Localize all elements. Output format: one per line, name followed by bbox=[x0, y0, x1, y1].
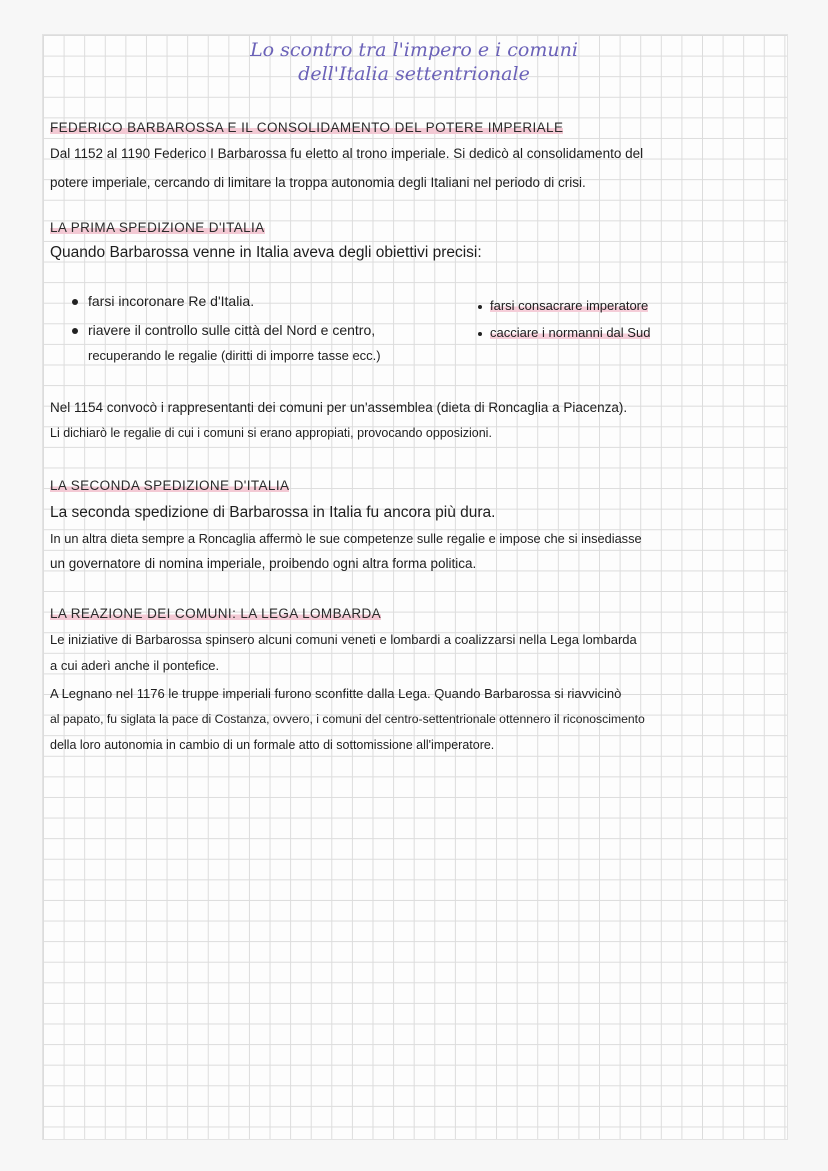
text-line: La seconda spedizione di Barbarossa in Italia fu ancora più dura. bbox=[50, 504, 496, 521]
bullet-dot-icon bbox=[478, 332, 482, 336]
bullet-item: cacciare i normanni dal Sud bbox=[478, 325, 650, 340]
section-heading-prima-spedizione: LA PRIMA SPEDIZIONE D'ITALIA bbox=[50, 220, 265, 235]
text-line: Nel 1154 convocò i rappresentanti dei comuni per un'assemblea (dieta di Roncaglia a Piacenza). bbox=[50, 400, 628, 415]
text-line: potere imperiale, cercando di limitare la troppa autonomia degli Italiani nel periodo di crisi. bbox=[50, 175, 586, 190]
text-line: Dal 1152 al 1190 Federico I Barbarossa fu eletto al trono imperiale. Si dedicò al consolidamento del bbox=[50, 146, 644, 161]
text-line: Le iniziative di Barbarossa spinsero alcuni comuni veneti e lombardi a coalizzarsi nella Lega lombarda bbox=[50, 632, 637, 647]
intro-line: Quando Barbarossa venne in Italia aveva degli obiettivi precisi: bbox=[50, 244, 482, 261]
text-line: un governatore di nomina imperiale, proibendo ogni altra forma politica. bbox=[50, 556, 477, 571]
text-line: a cui aderì anche il pontefice. bbox=[50, 658, 220, 673]
bullet-dot-icon bbox=[478, 305, 482, 309]
text-line: Li dichiarò le regalie di cui i comuni si erano appropiati, provocando opposizioni. bbox=[50, 426, 492, 440]
bullet-item: farsi incoronare Re d'Italia. bbox=[72, 293, 254, 309]
section-heading-federico: FEDERICO BARBAROSSA E IL CONSOLIDAMENTO DEL POTERE IMPERIALE bbox=[50, 120, 564, 135]
bullet-item: riavere il controllo sulle città del Nord e centro, bbox=[72, 322, 375, 338]
bullet-item: farsi consacrare imperatore bbox=[478, 298, 648, 313]
text-line: della loro autonomia in cambio di un formale atto di sottomissione all'imperatore. bbox=[50, 738, 495, 752]
grid-paper bbox=[42, 34, 788, 1140]
page-title-line2: dell'Italia settentrionale bbox=[298, 63, 530, 85]
section-heading-reazione-comuni: LA REAZIONE DEI COMUNI: LA LEGA LOMBARDA bbox=[50, 606, 382, 621]
bullet-dot-icon bbox=[72, 299, 78, 305]
section-heading-seconda-spedizione: LA SECONDA SPEDIZIONE D'ITALIA bbox=[50, 478, 290, 493]
text-line: In un altra dieta sempre a Roncaglia affermò le sue competenze sulle regalie e impose che si insediasse bbox=[50, 531, 642, 546]
bullet-continuation: recuperando le regalie (diritti di imporre tasse ecc.) bbox=[88, 348, 381, 363]
bullet-dot-icon bbox=[72, 328, 78, 334]
page-title-line1: Lo scontro tra l'impero e i comuni bbox=[250, 39, 578, 61]
text-line: al papato, fu siglata la pace di Costanza, ovvero, i comuni del centro-settentrionale ottennero il riconoscimento bbox=[50, 712, 645, 726]
text-line: A Legnano nel 1176 le truppe imperiali furono sconfitte dalla Lega. Quando Barbarossa si riavvicinò bbox=[50, 686, 622, 701]
